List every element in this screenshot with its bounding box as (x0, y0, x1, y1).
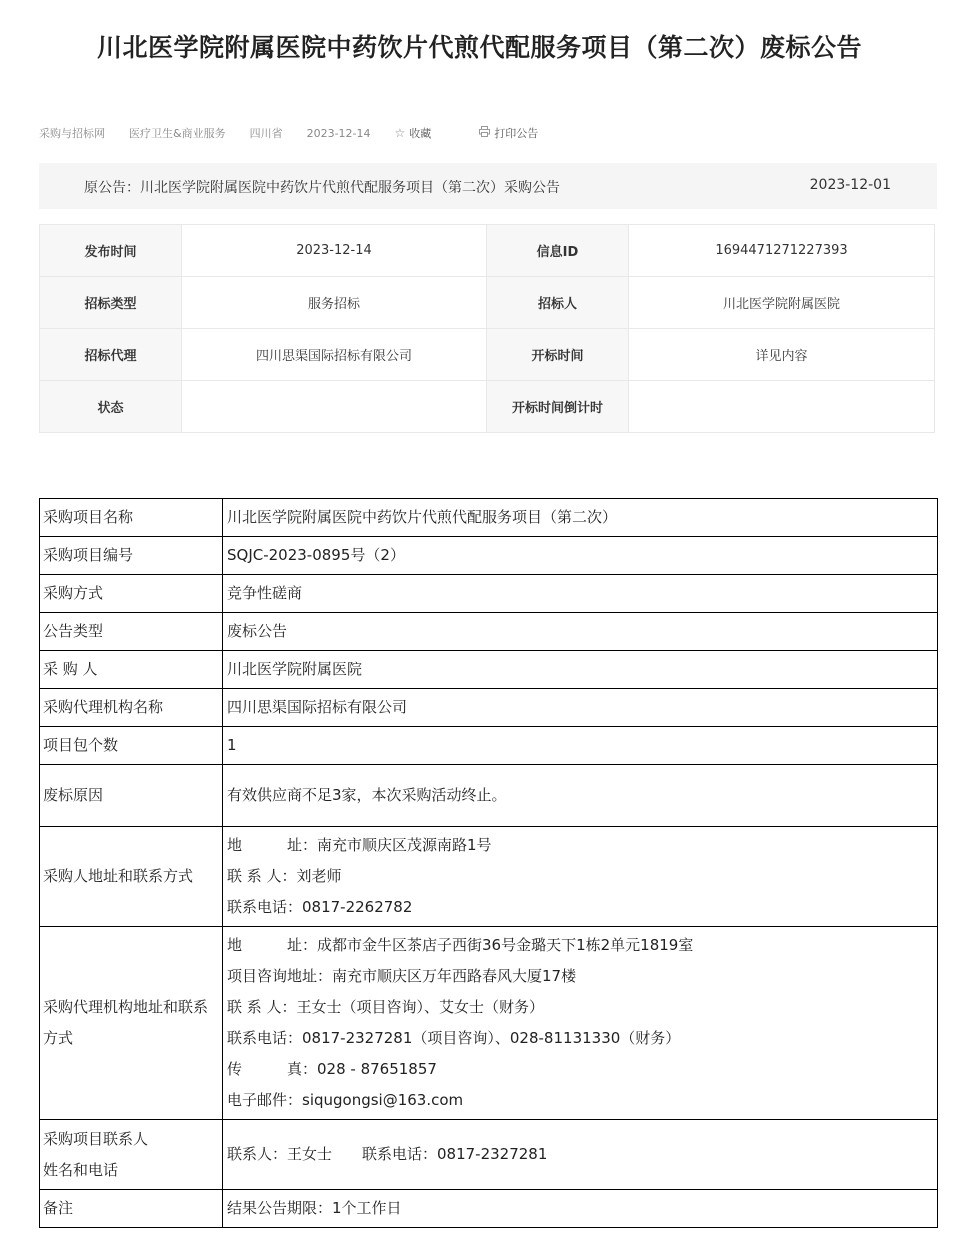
detail-value (223, 765, 938, 827)
detail-value (223, 575, 938, 613)
detail-row (40, 927, 938, 1120)
info-value: 川北医学院附属医院 (629, 277, 935, 329)
detail-value-line: 联系人：王女士 联系电话：0817-2327281 (227, 1145, 548, 1163)
detail-row (40, 575, 938, 613)
detail-row (40, 499, 938, 537)
detail-value (223, 727, 938, 765)
info-label: 招标人 (487, 277, 629, 329)
detail-label-line: 公告类型 (43, 622, 104, 640)
detail-value (223, 927, 938, 1120)
detail-value-line: 电子邮件：siqugongsi@163.com (227, 1091, 464, 1109)
detail-label-line: 采购代理机构名称 (43, 698, 164, 716)
detail-label (40, 765, 223, 827)
detail-row (40, 1120, 938, 1190)
detail-label-line: 备注 (43, 1199, 74, 1217)
detail-label-line: 采购代理机构地址和联系 (43, 998, 209, 1016)
detail-label-line: 采购方式 (43, 584, 104, 602)
site-link[interactable]: 采购与招标网 (39, 127, 105, 140)
info-row (40, 381, 935, 433)
favorite-button[interactable] (395, 125, 456, 141)
detail-value-line: SQJC-2023-0895号（2） (227, 546, 405, 564)
detail-row (40, 651, 938, 689)
detail-row (40, 765, 938, 827)
info-label: 信息ID (487, 225, 629, 277)
detail-value (223, 827, 938, 927)
detail-row (40, 1190, 938, 1228)
info-value: 1694471271227393 (629, 225, 935, 277)
detail-label (40, 651, 223, 689)
detail-label (40, 727, 223, 765)
detail-label-line: 采购项目联系人 (43, 1129, 149, 1148)
info-row (40, 329, 935, 381)
detail-value-line: 竞争性磋商 (227, 584, 303, 602)
info-value (629, 381, 935, 433)
info-label: 状态 (40, 381, 182, 433)
detail-label-line: 项目包个数 (43, 736, 119, 754)
info-value: 服务招标 (182, 277, 487, 329)
detail-value (223, 1120, 938, 1190)
detail-value-line: 地 址：成都市金牛区茶店子西街36号金璐天下1栋2单元1819室 (227, 936, 694, 954)
detail-value-line: 1 (227, 736, 237, 754)
detail-label (40, 613, 223, 651)
publish-date: 2023-12-14 (306, 126, 371, 140)
print-button[interactable] (479, 125, 562, 141)
info-value (182, 381, 487, 433)
info-value: 四川思渠国际招标有限公司 (182, 329, 487, 381)
detail-label-line: 方式 (43, 1029, 74, 1047)
detail-label-line: 采购项目编号 (43, 546, 134, 564)
detail-label-line: 采购人地址和联系方式 (43, 867, 194, 885)
detail-row (40, 827, 938, 927)
detail-value-line: 联 系 人：王女士（项目咨询）、艾女士（财务） (227, 998, 545, 1016)
detail-row (40, 727, 938, 765)
info-row (40, 225, 935, 277)
print-label: 打印公告 (494, 127, 539, 140)
info-label: 开标时间倒计时 (487, 381, 629, 433)
detail-label-line: 废标原因 (43, 786, 104, 804)
detail-label-line: 姓名和电话 (43, 1160, 119, 1179)
detail-value-line: 联系电话：0817-2327281（项目咨询）、028-81131330（财务） (227, 1029, 681, 1047)
detail-value-line: 联系电话：0817-2262782 (227, 898, 413, 916)
info-label: 发布时间 (40, 225, 182, 277)
page-title: 川北医学院附属医院中药饮片代煎代配服务项目（第二次）废标公告 (96, 33, 862, 62)
detail-label (40, 575, 223, 613)
detail-value-line: 地 址：南充市顺庆区茂源南路1号 (227, 836, 492, 854)
favorite-label: 收藏 (409, 127, 432, 140)
detail-value-line: 联 系 人：刘老师 (227, 867, 342, 885)
detail-value (223, 1190, 938, 1228)
info-label: 招标代理 (40, 329, 182, 381)
detail-value (223, 689, 938, 727)
info-grid (39, 224, 935, 433)
detail-value-line: 川北医学院附属医院 (227, 660, 363, 678)
detail-row (40, 613, 938, 651)
detail-row (40, 537, 938, 575)
detail-value-line: 项目咨询地址：南充市顺庆区万年西路春风大厦17楼 (227, 967, 577, 985)
detail-value (223, 613, 938, 651)
detail-value (223, 499, 938, 537)
info-row (40, 277, 935, 329)
printer-icon (479, 126, 490, 140)
detail-value (223, 537, 938, 575)
original-notice-bar (39, 163, 937, 209)
detail-label (40, 689, 223, 727)
detail-value-line: 废标公告 (227, 622, 288, 640)
info-value: 2023-12-14 (182, 225, 487, 277)
detail-label (40, 927, 223, 1120)
category-link[interactable]: 医疗卫生&商业服务 (129, 127, 226, 140)
detail-label (40, 1190, 223, 1228)
detail-value-line: 四川思渠国际招标有限公司 (227, 698, 408, 716)
meta-bar (39, 124, 586, 142)
detail-label-line: 采 购 人 (43, 660, 98, 678)
detail-value-line: 川北医学院附属医院中药饮片代煎代配服务项目（第二次） (227, 508, 618, 526)
detail-value-line: 传 真：028 - 87651857 (227, 1060, 437, 1078)
detail-value (223, 651, 938, 689)
detail-value-line: 有效供应商不足3家，本次采购活动终止。 (227, 786, 507, 804)
star-icon: ☆ (394, 126, 406, 140)
info-label: 招标类型 (40, 277, 182, 329)
detail-value-line: 结果公告期限：1个工作日 (227, 1199, 402, 1217)
detail-label (40, 499, 223, 537)
original-notice-date: 2023-12-01 (809, 177, 891, 193)
region-link[interactable]: 四川省 (249, 127, 283, 140)
original-notice-link[interactable]: 原公告：川北医学院附属医院中药饮片代煎代配服务项目（第二次）采购公告 (84, 180, 560, 196)
detail-table (39, 498, 938, 1228)
info-value: 详见内容 (629, 329, 935, 381)
detail-row (40, 689, 938, 727)
detail-label (40, 537, 223, 575)
info-label: 开标时间 (487, 329, 629, 381)
detail-label-line: 采购项目名称 (43, 508, 134, 526)
detail-label (40, 827, 223, 927)
detail-label (40, 1120, 223, 1190)
